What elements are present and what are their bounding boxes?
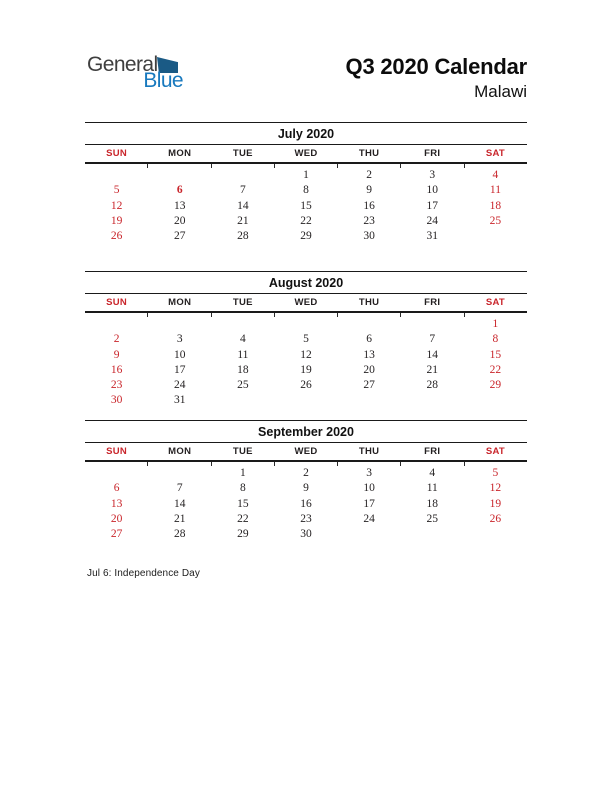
- week-row: [85, 363, 527, 378]
- date-cell: 25: [426, 512, 439, 525]
- date-cell: 29: [489, 379, 502, 392]
- date-cell: 17: [426, 199, 439, 212]
- date-cell: 1: [239, 467, 246, 479]
- date-cell: 23: [110, 379, 123, 392]
- date-cell: 17: [363, 497, 375, 510]
- day-header-fri: FRI: [424, 148, 441, 159]
- date-cell: 26: [110, 230, 123, 243]
- date-cell: 30: [363, 230, 375, 243]
- date-cell: 9: [303, 482, 309, 495]
- day-header-sat: SAT: [485, 446, 506, 457]
- date-cell: 19: [110, 214, 123, 227]
- date-cell: 23: [363, 214, 375, 227]
- date-cell: 14: [173, 497, 186, 510]
- date-cell: 2: [113, 333, 120, 346]
- date-cell: 8: [492, 333, 499, 346]
- empty-date-cell: [464, 527, 527, 542]
- empty-date-cell: [148, 168, 211, 183]
- date-cell: 2: [366, 169, 372, 181]
- date-cell: 30: [110, 394, 123, 407]
- date-cell: 6: [113, 482, 120, 495]
- page-subtitle: Malawi: [474, 82, 527, 101]
- date-cell: 15: [300, 199, 312, 212]
- empty-date-cell: [211, 393, 274, 408]
- day-header-mon: MON: [168, 297, 192, 308]
- date-cell: 17: [173, 363, 186, 376]
- empty-date-cell: [148, 466, 211, 481]
- page-title: Q3 2020 Calendar: [345, 54, 527, 79]
- date-cell: 15: [489, 348, 502, 361]
- date-cell: 31: [426, 230, 439, 243]
- date-cell: 22: [300, 214, 312, 227]
- week-row: [85, 168, 527, 183]
- date-cell: 30: [300, 528, 312, 541]
- month-title: July 2020: [85, 123, 527, 145]
- day-header-sun: SUN: [106, 446, 128, 457]
- date-cell: 14: [426, 348, 439, 361]
- date-cell: 8: [239, 482, 246, 495]
- date-cell: 19: [300, 363, 312, 376]
- empty-date-cell: [401, 527, 464, 542]
- empty-date-cell: [274, 393, 337, 408]
- day-header-wed: WED: [294, 446, 318, 457]
- month-july-2020: [85, 122, 527, 244]
- date-cell: 5: [303, 333, 309, 346]
- week-row: [85, 348, 527, 363]
- date-cell: 7: [176, 482, 183, 495]
- date-cell: 10: [173, 348, 186, 361]
- date-cell: 29: [237, 528, 249, 541]
- date-cell: 13: [110, 497, 123, 510]
- date-cell: 28: [426, 379, 439, 392]
- day-header-sun: SUN: [106, 148, 128, 159]
- day-header-fri: FRI: [424, 297, 441, 308]
- date-grid: [85, 168, 527, 244]
- week-row: [85, 393, 527, 408]
- date-cell: 6: [176, 184, 183, 197]
- date-cell: 12: [489, 482, 502, 495]
- week-row: [85, 527, 527, 542]
- date-cell: 12: [300, 348, 312, 361]
- day-header-mon: MON: [168, 148, 192, 159]
- date-cell: 27: [173, 230, 186, 243]
- date-cell: 25: [489, 214, 502, 227]
- empty-date-cell: [85, 466, 148, 481]
- date-cell: 11: [237, 348, 249, 361]
- date-cell: 14: [237, 199, 249, 212]
- date-cell: 8: [303, 184, 309, 197]
- empty-date-cell: [401, 317, 464, 332]
- date-cell: 16: [110, 363, 123, 376]
- date-cell: 3: [176, 333, 183, 346]
- date-cell: 16: [363, 199, 375, 212]
- date-cell: 2: [303, 467, 309, 479]
- date-cell: 20: [173, 214, 186, 227]
- day-header-wed: WED: [294, 297, 318, 308]
- logo-text-general: General: [87, 53, 158, 76]
- date-cell: 11: [489, 184, 501, 197]
- date-cell: 3: [429, 169, 436, 181]
- date-cell: 5: [113, 184, 120, 197]
- date-cell: 9: [366, 184, 372, 197]
- date-cell: 25: [237, 379, 249, 392]
- week-row: [85, 214, 527, 229]
- day-header-thu: THU: [358, 297, 380, 308]
- date-cell: 18: [237, 363, 249, 376]
- day-header-tue: TUE: [232, 297, 253, 308]
- week-row: [85, 332, 527, 347]
- date-cell: 16: [300, 497, 312, 510]
- date-cell: 20: [110, 512, 123, 525]
- empty-date-cell: [464, 393, 527, 408]
- date-cell: 21: [173, 512, 186, 525]
- day-header-thu: THU: [358, 148, 380, 159]
- day-header-sun: SUN: [106, 297, 128, 308]
- date-cell: 28: [237, 230, 249, 243]
- day-header-wed: WED: [294, 148, 318, 159]
- date-cell: 20: [363, 363, 375, 376]
- holiday-note: Jul 6: Independence Day: [87, 568, 200, 579]
- date-cell: 24: [173, 379, 186, 392]
- date-cell: 3: [366, 467, 372, 479]
- date-cell: 7: [239, 184, 246, 197]
- empty-date-cell: [85, 317, 148, 332]
- week-row: [85, 481, 527, 496]
- date-cell: 15: [237, 497, 249, 510]
- day-header-row: [85, 294, 527, 313]
- date-cell: 26: [489, 512, 502, 525]
- date-cell: 29: [300, 230, 312, 243]
- empty-date-cell: [401, 393, 464, 408]
- date-cell: 27: [363, 379, 375, 392]
- month-august-2020: [85, 271, 527, 409]
- date-cell: 19: [489, 497, 502, 510]
- empty-date-cell: [274, 317, 337, 332]
- empty-date-cell: [211, 168, 274, 183]
- date-cell: 27: [110, 528, 123, 541]
- day-header-thu: THU: [358, 446, 380, 457]
- date-cell: 9: [113, 348, 120, 361]
- general-blue-logo: [87, 53, 183, 95]
- date-cell: 13: [173, 199, 186, 212]
- date-cell: 22: [237, 512, 249, 525]
- day-header-tue: TUE: [232, 446, 253, 457]
- date-cell: 4: [492, 169, 499, 181]
- date-cell: 4: [239, 333, 246, 346]
- week-row: [85, 183, 527, 198]
- date-cell: 10: [363, 482, 375, 495]
- empty-date-cell: [85, 168, 148, 183]
- week-row: [85, 229, 527, 244]
- date-cell: 1: [303, 169, 309, 181]
- month-september-2020: [85, 420, 527, 542]
- date-cell: 26: [300, 379, 312, 392]
- empty-date-cell: [338, 527, 401, 542]
- date-cell: 1: [492, 318, 499, 330]
- empty-date-cell: [148, 317, 211, 332]
- date-cell: 24: [426, 214, 439, 227]
- date-cell: 13: [363, 348, 375, 361]
- date-cell: 12: [110, 199, 123, 212]
- week-row: [85, 497, 527, 512]
- date-cell: 6: [366, 333, 372, 346]
- week-row: [85, 199, 527, 214]
- empty-date-cell: [338, 317, 401, 332]
- date-grid: [85, 466, 527, 542]
- month-title: August 2020: [85, 272, 527, 294]
- day-header-sat: SAT: [485, 297, 506, 308]
- day-header-sat: SAT: [485, 148, 506, 159]
- date-cell: 24: [363, 512, 375, 525]
- empty-date-cell: [464, 229, 527, 244]
- date-cell: 23: [300, 512, 312, 525]
- date-cell: 31: [173, 394, 186, 407]
- week-row: [85, 466, 527, 481]
- week-row: [85, 378, 527, 393]
- date-cell: 28: [173, 528, 186, 541]
- date-cell: 18: [489, 199, 502, 212]
- day-header-mon: MON: [168, 446, 192, 457]
- date-cell: 21: [237, 214, 249, 227]
- week-row: [85, 317, 527, 332]
- day-header-tue: TUE: [232, 148, 253, 159]
- date-cell: 22: [489, 363, 502, 376]
- header: [346, 55, 527, 102]
- date-cell: 18: [426, 497, 439, 510]
- date-cell: 5: [492, 467, 499, 479]
- empty-date-cell: [338, 393, 401, 408]
- month-title: September 2020: [85, 421, 527, 443]
- day-header-row: [85, 145, 527, 164]
- empty-date-cell: [211, 317, 274, 332]
- day-header-fri: FRI: [424, 446, 441, 457]
- date-grid: [85, 317, 527, 409]
- date-cell: 10: [426, 184, 439, 197]
- day-header-row: [85, 443, 527, 462]
- week-row: [85, 512, 527, 527]
- date-cell: 7: [429, 333, 436, 346]
- date-cell: 4: [429, 467, 436, 479]
- date-cell: 21: [426, 363, 439, 376]
- date-cell: 11: [426, 482, 438, 495]
- logo-text-blue: Blue: [143, 69, 183, 92]
